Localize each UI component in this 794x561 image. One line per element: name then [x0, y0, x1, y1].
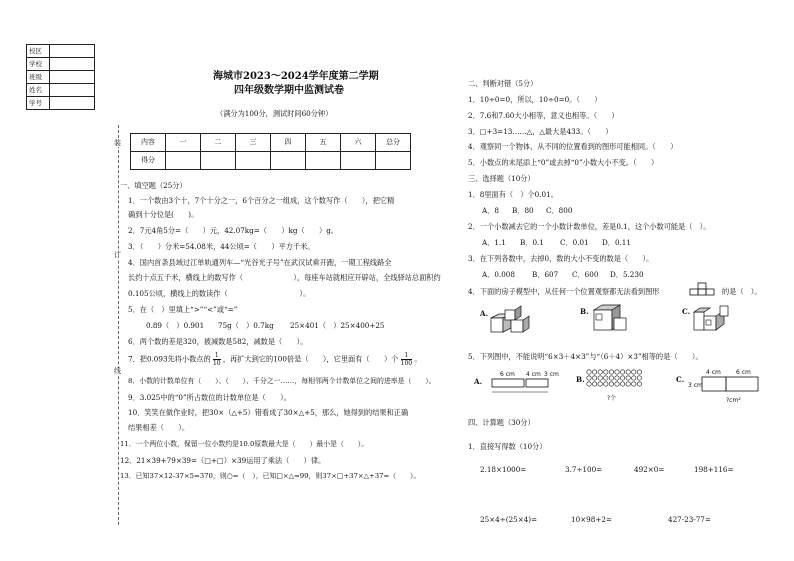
- question-text: 5．在（ ）里填上“>”“<”或“=”: [128, 305, 238, 314]
- dimension-label: 3 cm: [688, 382, 703, 389]
- question-text: 2．7元4角5分=（ ）元，42.07kg=（ ）kg（ ）g。: [128, 226, 338, 235]
- option-label: A.: [480, 309, 489, 318]
- dot: [632, 376, 636, 380]
- dot: [604, 376, 608, 380]
- calculation-item: 3.7÷100=: [565, 465, 603, 474]
- question-text: ，再扩大到它的100倍是（ ），它里面有（ ）个: [222, 354, 399, 364]
- score-header-cell: 二: [201, 134, 236, 152]
- question-text: 8．小数的计数单位有（ ）、（ ）、千分之一……，每相邻两个计数单位之间的进率是（ ）。: [128, 377, 436, 385]
- exam-title-line2: 四年级数学期中监测试卷: [234, 85, 344, 96]
- binding-char: 装: [114, 139, 121, 147]
- question-text: 7．把0.093先将小数点的: [128, 354, 211, 364]
- subsection-title: 1．直接写得数（10分）: [468, 442, 547, 451]
- dot: [626, 370, 630, 374]
- student-info-field[interactable]: [50, 84, 95, 97]
- student-info-field[interactable]: [50, 71, 95, 84]
- target-shape-icon: [689, 282, 719, 296]
- exam-subtitle: （满分为100分，测试时间60分钟）: [216, 109, 333, 118]
- score-table-header-row: [131, 134, 411, 152]
- calculation-item: 25×4÷(25×4)=: [480, 515, 538, 524]
- choice-option: A．8: [482, 206, 499, 215]
- comparison-item: 0.89（ ）0.901: [146, 321, 205, 330]
- dimension-label: 6 cm: [736, 369, 751, 376]
- calculation-item: 427-23-77=: [668, 515, 711, 524]
- question-text: 1．8里面有（ ）个0.01。: [468, 190, 558, 199]
- dot: [626, 382, 630, 386]
- section-title: 四、计算题（30分）: [468, 418, 535, 427]
- dot: [609, 370, 613, 374]
- dot: [637, 376, 641, 380]
- dot: [592, 382, 596, 386]
- score-cell[interactable]: [341, 152, 376, 170]
- fraction: [213, 352, 221, 367]
- choice-option: B．80: [512, 206, 534, 215]
- choice-option: C．600: [572, 270, 599, 279]
- score-table: [130, 133, 411, 170]
- fraction: [401, 352, 412, 367]
- question-text: 确到十分位是( )。: [128, 210, 199, 219]
- dimension-label: 6 cm: [500, 371, 515, 378]
- student-info-label: 班级: [27, 71, 50, 84]
- section-title: 二、判断对错（5分）: [468, 79, 538, 88]
- comparison-item: 75g（ ）0.7kg: [218, 321, 274, 330]
- student-info-field[interactable]: [50, 58, 95, 71]
- option-label: A.: [474, 377, 483, 386]
- dot: [632, 370, 636, 374]
- score-header-cell: 内容: [131, 134, 166, 152]
- question-text: 4．观察同一个物体，从不同的位置看到的图形可能相同。（ ）: [468, 142, 678, 151]
- student-info-label: 学校: [27, 58, 50, 71]
- question-text: 3．（ ）分米=54.08米，44公顷=（ ）平方千米。: [128, 242, 315, 251]
- dot: [587, 376, 591, 380]
- calculation-item: 10×98+2=: [571, 515, 612, 524]
- score-cell[interactable]: [306, 152, 341, 170]
- dot: [626, 376, 630, 380]
- question-text: 2．7.6和7.60大小相等，意义也相等。（ ）: [468, 111, 619, 120]
- binding-char: 订: [114, 251, 121, 259]
- choice-option: B．607: [532, 270, 559, 279]
- section-title: 一、填空题（25分）: [120, 181, 187, 190]
- question-text: 2．一个小数减去它的一个小数计数单位，差是0.1，这个小数可能是（ ）。: [468, 222, 711, 231]
- score-cell[interactable]: [271, 152, 306, 170]
- rectangle-diagram-a: [484, 368, 566, 398]
- score-cell[interactable]: [201, 152, 236, 170]
- dot: [604, 382, 608, 386]
- score-row-label: 得分: [131, 152, 166, 170]
- calculation-item: 492×0=: [634, 465, 665, 474]
- fraction-numerator: 1: [214, 352, 219, 359]
- dot: [587, 382, 591, 386]
- student-info-row: [27, 45, 95, 58]
- question-7: [128, 352, 422, 367]
- student-info-row: [27, 71, 95, 84]
- dot-count-label: ?个: [607, 395, 617, 402]
- question-text: 的是（ ）。: [722, 287, 762, 296]
- dot: [587, 370, 591, 374]
- dot: [637, 370, 641, 374]
- dot: [615, 376, 619, 380]
- dot-array-diagram: [585, 368, 645, 402]
- dimension-label: 4 cm: [706, 369, 721, 376]
- dot: [637, 382, 641, 386]
- student-info-row: [27, 58, 95, 71]
- dot: [598, 376, 602, 380]
- binding-line: [118, 125, 119, 525]
- fraction-denominator: 100: [400, 360, 413, 367]
- exam-title-line1: 海城市2023～2024学年度第二学期: [213, 71, 379, 82]
- house-model-a-icon: [489, 304, 531, 334]
- choice-option: D．0.11: [602, 238, 631, 247]
- option-label: C.: [676, 375, 685, 384]
- option-label: B.: [580, 307, 589, 316]
- question-text: 0.105公顷，横线上的数读作（ ）。: [128, 289, 311, 298]
- score-header-cell: 六: [341, 134, 376, 152]
- house-model-c-icon: [692, 302, 734, 332]
- student-info-table: [26, 44, 95, 110]
- question-text: 9．3.025中的“0”所占数位的计数单位是（ ）。: [128, 393, 291, 402]
- choice-option: B．0.1: [520, 238, 544, 247]
- question-text: 3．在下列各数中，去掉0，数的大小不变的数是（ ）。: [468, 254, 654, 263]
- choice-option: D．5.230: [610, 270, 644, 279]
- question-text: 结果相差（ ）。: [128, 423, 190, 432]
- choice-option: C．0.01: [560, 238, 589, 247]
- house-model-b-icon: [590, 302, 630, 332]
- question-text: 1．10÷0=0，所以，10÷0=0。（ ）: [468, 95, 602, 104]
- question-text: 4．国内首条县域过江单轨通列车—“光谷光子号”在武汉试乘开跑，一期工程线路全: [128, 258, 392, 267]
- score-cell[interactable]: [166, 152, 201, 170]
- dot: [609, 382, 613, 386]
- choice-option: A．0.008: [482, 270, 515, 279]
- question-text: 5．下列图中，不能说明“6×3＋4×3”与“（6＋4）×3”相等的是（ ）。: [468, 352, 703, 361]
- question-text: 13．已知37×12-37×5=370，则○=（ ），已知□×△=99，则37×□+37×△+37=（ ）。: [120, 472, 421, 480]
- student-info-field[interactable]: [50, 45, 95, 58]
- score-cell[interactable]: [236, 152, 271, 170]
- dot: [615, 382, 619, 386]
- student-info-label: 姓名: [27, 84, 50, 97]
- score-header-cell: 一: [166, 134, 201, 152]
- student-info-label: 学号: [27, 97, 50, 110]
- comparison-item: 25×401（ ）25×400+25: [290, 321, 385, 330]
- option-label: B.: [576, 375, 585, 384]
- dot: [615, 370, 619, 374]
- section-title: 三、选择题（10分）: [468, 174, 535, 183]
- dot: [620, 382, 624, 386]
- student-info-label: 校区: [27, 45, 50, 58]
- binding-char: 线: [114, 367, 121, 375]
- score-header-cell: 五: [306, 134, 341, 152]
- score-cell[interactable]: [376, 152, 411, 170]
- dot: [632, 382, 636, 386]
- calculation-item: 198+116=: [694, 465, 734, 474]
- score-header-cell: 总分: [376, 134, 411, 152]
- question-text: 长约十点五千米，横线上的数写作（ ），每座车站就相应开辟站，全线驿站总面积约: [128, 273, 441, 282]
- question-text: 4．下面的房子模型中，从任何一个位置观察都无法看到图形: [468, 287, 660, 296]
- dot: [604, 370, 608, 374]
- score-header-cell: 三: [236, 134, 271, 152]
- score-header-cell: 四: [271, 134, 306, 152]
- question-text: 。: [414, 354, 422, 364]
- student-info-row: [27, 84, 95, 97]
- question-text: 5．小数点的末尾添上“0”或去掉“0”小数大小不变。（ ）: [468, 158, 659, 167]
- dot: [598, 370, 602, 374]
- question-text: 6．两个数的差是320，被减数是582，减数是（ ）。: [128, 337, 308, 346]
- dimension-label: 4 cm: [526, 371, 541, 378]
- calculation-item: 2.18×1000=: [480, 465, 527, 474]
- dot: [592, 370, 596, 374]
- question-text: 11．一个两位小数，保留一位小数约是10.0原数最大是（ ）最小是（ ）。: [120, 440, 369, 448]
- dot: [609, 376, 613, 380]
- question-text: 1．一个数由3个十，7个十分之一，6个百分之一组成，这个数写作（ ），把它精: [128, 196, 395, 205]
- question-text: 3．□+3=13……△，△最大是433。（ ）: [468, 127, 613, 136]
- rectangle-diagram-c: [686, 366, 768, 408]
- choice-option: C．800: [546, 206, 573, 215]
- student-info-row: [27, 97, 95, 110]
- option-label: C.: [682, 307, 691, 316]
- question-text: 12．21×39+79×39=（□+□）×39运用了乘法（ ）律。: [120, 456, 326, 465]
- dimension-label: 3 cm: [544, 371, 559, 378]
- dot: [620, 376, 624, 380]
- area-label: ?cm²: [726, 397, 741, 404]
- fraction-denominator: 10: [212, 360, 221, 367]
- score-table-score-row: [131, 152, 411, 170]
- fraction-numerator: 1: [401, 352, 412, 360]
- student-info-field[interactable]: [50, 97, 95, 110]
- dot: [620, 370, 624, 374]
- choice-option: A．1.1: [482, 238, 506, 247]
- dot: [592, 376, 596, 380]
- question-text: 10．笑笑在做作业时，把30×（△+5）错看成了30×△+5，那么，她得到的结果和正确: [128, 408, 409, 417]
- dot: [598, 382, 602, 386]
